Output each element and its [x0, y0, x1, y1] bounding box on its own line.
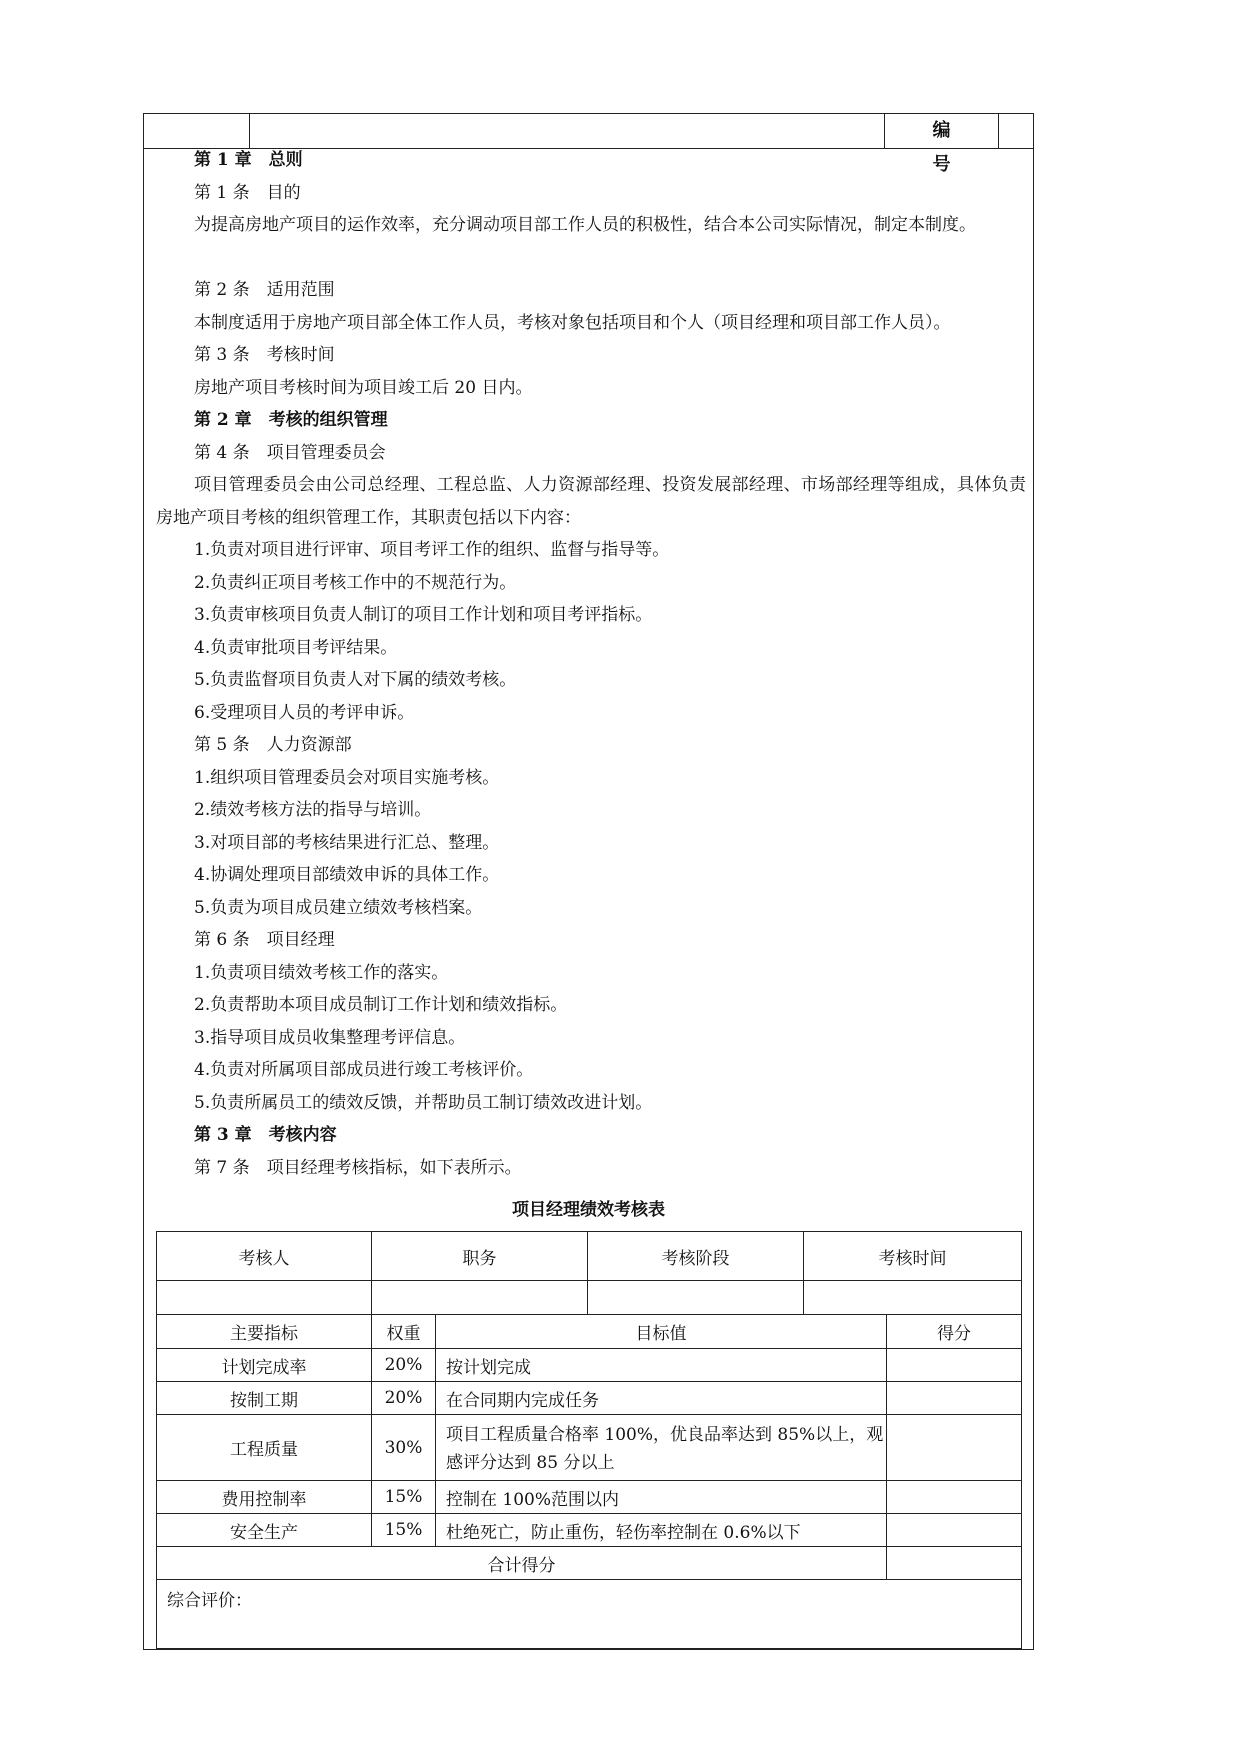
- body-line: 1.负责项目绩效考核工作的落实。: [194, 962, 449, 983]
- row-score: [886, 1348, 1022, 1382]
- cell-position: [371, 1280, 588, 1315]
- row-target: 控制在 100%范围以内: [435, 1480, 887, 1514]
- comment-cell: [156, 1579, 1022, 1649]
- body-line: 4.负责审批项目考评结果。: [194, 637, 398, 658]
- row-indicator: 工程质量: [156, 1414, 372, 1481]
- body-line: 2.绩效考核方法的指导与培训。: [194, 800, 432, 820]
- body-line: 本制度适用于房地产项目部全体工作人员，考核对象包括项目和个人（项目经理和项目部工作人员）。: [194, 312, 951, 333]
- cell-time: [803, 1280, 1022, 1315]
- th-time: 考核时间: [803, 1231, 1022, 1281]
- body-line: 3.指导项目成员收集整理考评信息。: [194, 1027, 466, 1048]
- row-weight: 20%: [371, 1381, 436, 1415]
- body-line: 第 1 条 目的: [194, 182, 301, 203]
- body-line: 5.负责为项目成员建立绩效考核档案。: [194, 897, 483, 918]
- body-line: 2.负责帮助本项目成员制订工作计划和绩效指标。: [194, 995, 568, 1015]
- body-line: 3.对项目部的考核结果进行汇总、整理。: [194, 832, 500, 853]
- body-line: 第 6 条 项目经理: [194, 930, 335, 950]
- row-target: 按计划完成: [435, 1348, 887, 1382]
- body-line: 3.负责审核项目负责人制订的项目工作计划和项目考评指标。: [194, 605, 653, 625]
- body-line: 第 5 条 人力资源部: [194, 735, 352, 755]
- th-assessor: 考核人: [156, 1231, 372, 1281]
- body-line: 4.协调处理项目部绩效申诉的具体工作。: [194, 865, 500, 885]
- body-line: 第 4 条 项目管理委员会: [194, 442, 386, 463]
- comment-label: 综合评价：: [167, 1591, 252, 1611]
- document-frame: [143, 113, 1034, 1650]
- row-weight: 15%: [371, 1513, 436, 1547]
- body-line: 房地产项目考核时间为项目竣工后 20 日内。: [194, 377, 533, 398]
- th-stage: 考核阶段: [587, 1231, 804, 1281]
- cell-assessor: [156, 1280, 372, 1315]
- row-indicator: 按制工期: [156, 1381, 372, 1415]
- body-line: 2.负责纠正项目考核工作中的不规范行为。: [194, 572, 517, 593]
- row-target: 项目工程质量合格率 100%，优良品率达到 85%以上，观感评分达到 85 分以上: [435, 1414, 887, 1481]
- total-label: 合计得分: [156, 1546, 887, 1580]
- table-title: 项目经理绩效考核表: [512, 1200, 665, 1220]
- row-score: [886, 1513, 1022, 1547]
- body-line: 6.受理项目人员的考评申诉。: [194, 702, 415, 723]
- chapter-heading: 第 1 章 总则: [194, 150, 303, 170]
- th-target: 目标值: [435, 1314, 887, 1349]
- body-line: 第 7 条 项目经理考核指标，如下表所示。: [194, 1157, 522, 1178]
- body-line: 1.组织项目管理委员会对项目实施考核。: [194, 767, 500, 788]
- row-indicator: 计划完成率: [156, 1348, 372, 1382]
- row-indicator: 费用控制率: [156, 1480, 372, 1514]
- row-indicator: 安全生产: [156, 1513, 372, 1547]
- row-weight: 30%: [371, 1414, 436, 1481]
- number-label: 编 号: [885, 114, 999, 148]
- header-cell-blank: [144, 114, 250, 148]
- body-line: 5.负责监督项目负责人对下属的绩效考核。: [194, 670, 517, 690]
- th-weight: 权重: [371, 1314, 436, 1349]
- th-score: 得分: [886, 1314, 1022, 1349]
- row-target: 在合同期内完成任务: [435, 1381, 887, 1415]
- th-indicator: 主要指标: [156, 1314, 372, 1349]
- row-target: 杜绝死亡，防止重伤，轻伤率控制在 0.6%以下: [435, 1513, 887, 1547]
- body-line: 第 3 条 考核时间: [194, 345, 335, 365]
- row-score: [886, 1381, 1022, 1415]
- cell-stage: [587, 1280, 804, 1315]
- header-cell-title: [250, 114, 885, 148]
- chapter-heading: 第 2 章 考核的组织管理: [194, 410, 388, 430]
- body-line: 4.负责对所属项目部成员进行竣工考核评价。: [194, 1060, 534, 1080]
- body-line: 为提高房地产项目的运作效率，充分调动项目部工作人员的积极性，结合本公司实际情况，制定本制度。: [194, 215, 976, 235]
- th-position: 职务: [371, 1231, 588, 1281]
- total-score: [886, 1546, 1022, 1580]
- assessment-table: [156, 1231, 1022, 1649]
- body-line: 5.负责所属员工的绩效反馈，并帮助员工制订绩效改进计划。: [194, 1092, 653, 1113]
- row-weight: 15%: [371, 1480, 436, 1514]
- row-score: [886, 1480, 1022, 1514]
- chapter-heading: 第 3 章 考核内容: [194, 1125, 337, 1145]
- body-line: 1.负责对项目进行评审、项目考评工作的组织、监督与指导等。: [194, 540, 670, 560]
- number-value: [999, 114, 1033, 148]
- body-line: 第 2 条 适用范围: [194, 280, 335, 300]
- body-line: 项目管理委员会由公司总经理、工程总监、人力资源部经理、投资发展部经理、市场部经理等组成，具体负责房地产项目考核的组织管理工作，其职责包括以下内容：: [156, 475, 1026, 528]
- row-weight: 20%: [371, 1348, 436, 1382]
- row-score: [886, 1414, 1022, 1481]
